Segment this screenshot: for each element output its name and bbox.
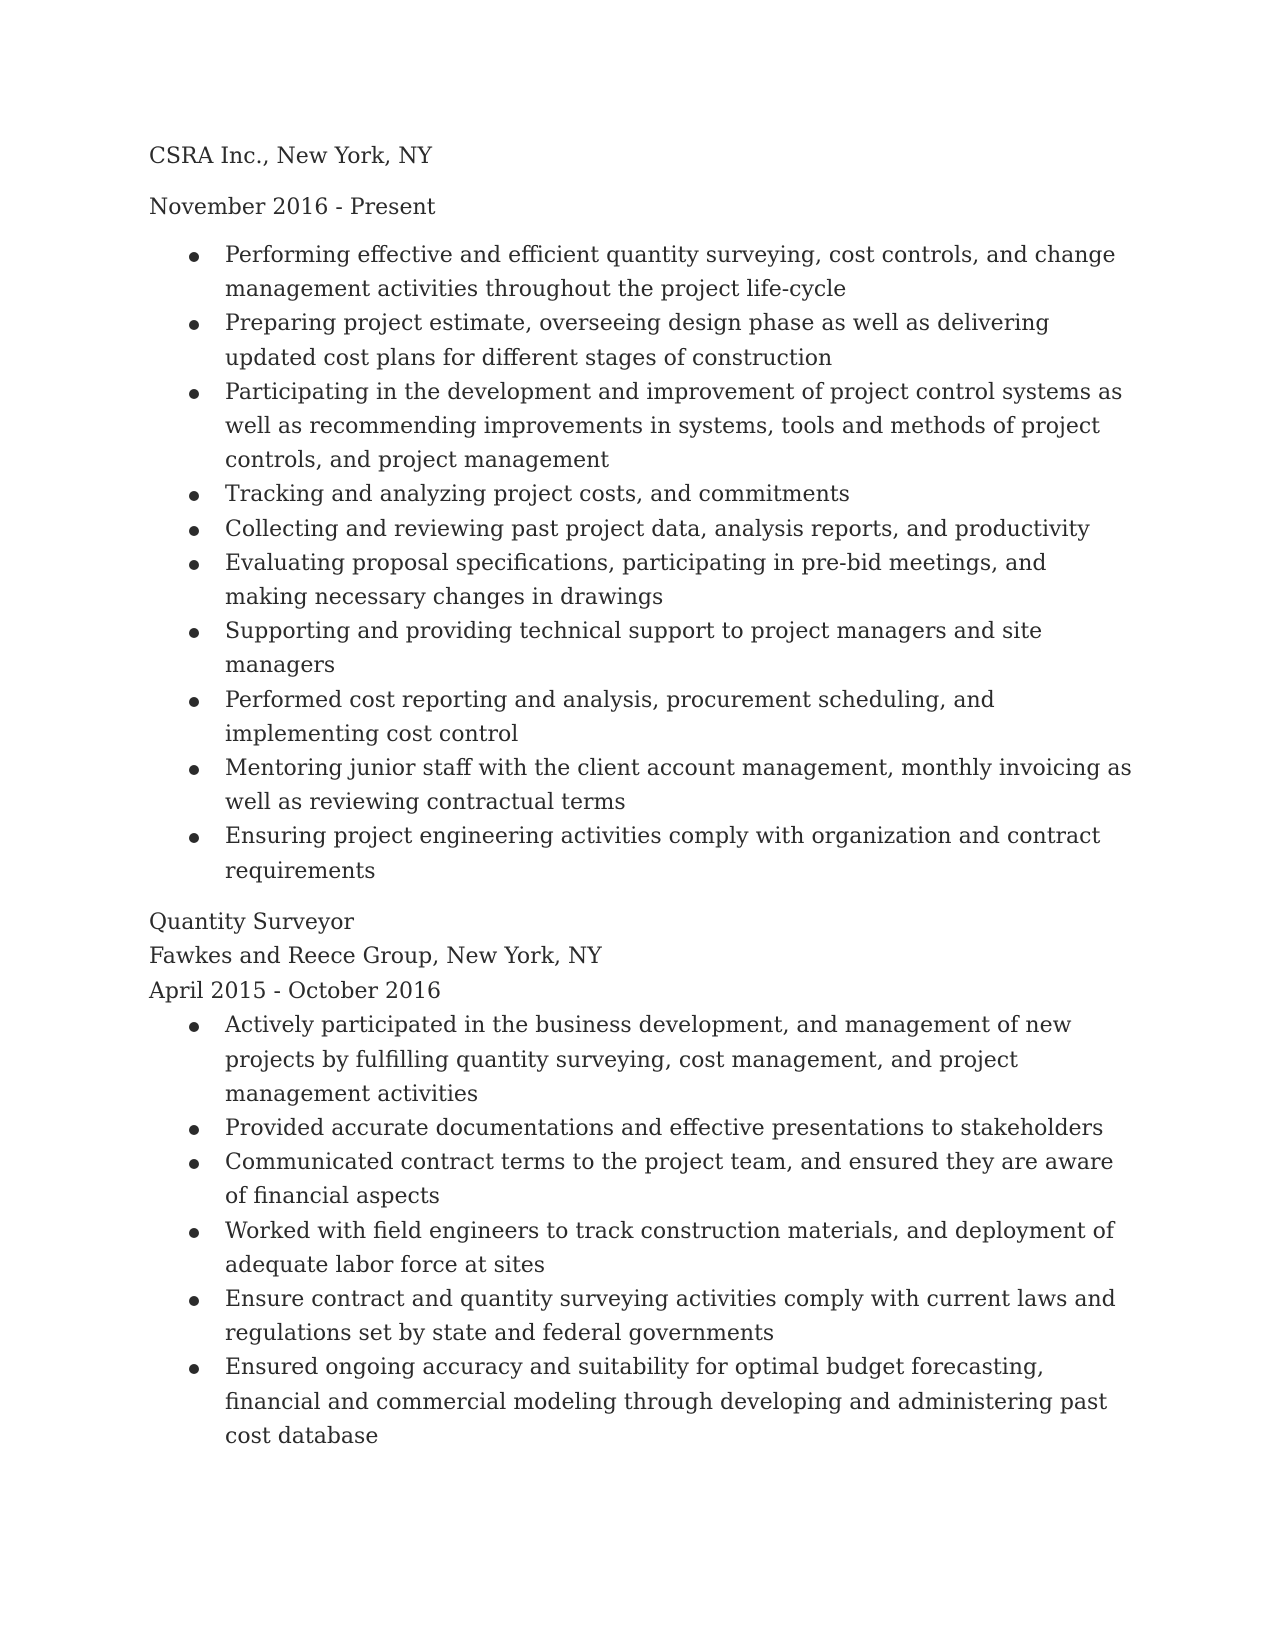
bullet-text: Collecting and reviewing past project data, analysis reports, and productivity — [225, 516, 1090, 542]
job-bullet-list — [149, 1009, 1134, 1454]
bullet-icon — [189, 526, 199, 536]
job-company: CSRA Inc., New York, NY — [149, 144, 433, 169]
bullet-item — [149, 1283, 1134, 1351]
bullet-text: Supporting and providing technical support to project managers and site managers — [225, 619, 1043, 679]
bullet-item — [149, 1351, 1134, 1454]
bullet-item — [149, 376, 1134, 479]
bullet-item — [149, 1112, 1134, 1146]
bullet-item — [149, 820, 1134, 888]
bullet-text: Communicated contract terms to the project team, and ensured they are aware of financial aspects — [225, 1150, 1114, 1210]
bullet-item — [149, 1215, 1134, 1283]
bullet-item — [149, 547, 1134, 615]
bullet-text: Performing effective and efficient quantity surveying, cost controls, and change management activities throughout the project life-cycle — [225, 243, 1116, 303]
bullet-item — [149, 1009, 1134, 1112]
bullet-icon — [189, 1159, 199, 1169]
bullet-text: Ensuring project engineering activities comply with organization and contract requirements — [225, 824, 1101, 884]
job-dates: April 2015 - October 2016 — [149, 978, 442, 1004]
job-bullet-list — [149, 239, 1134, 889]
bullet-text: Ensure contract and quantity surveying activities comply with current laws and regulations set by state and federal governments — [225, 1286, 1116, 1347]
bullet-item — [149, 752, 1134, 820]
bullet-item — [149, 239, 1134, 307]
bullet-text: Ensured ongoing accuracy and suitability for optimal budget forecasting, financial and commercial modeling through developing and administering past cost database — [225, 1355, 1108, 1449]
bullet-icon — [189, 1125, 199, 1135]
bullet-text: Performed cost reporting and analysis, procurement scheduling, and implementing cost control — [225, 687, 995, 747]
bullet-item — [149, 684, 1134, 752]
bullet-icon — [189, 697, 199, 707]
bullet-icon — [189, 560, 199, 570]
bullet-item — [149, 615, 1134, 683]
bullet-icon — [189, 765, 199, 775]
bullet-icon — [189, 833, 199, 843]
bullet-text: Worked with field engineers to track construction materials, and deployment of adequate labor force at sites — [225, 1218, 1115, 1278]
job-dates: November 2016 - Present — [149, 194, 436, 220]
bullet-icon — [189, 628, 199, 638]
bullet-text: Actively participated in the business development, and management of new projects by fulfilling quantity surveying, cost management, and project management activities — [225, 1013, 1072, 1107]
bullet-item — [149, 1146, 1134, 1214]
bullet-text: Tracking and analyzing project costs, and commitments — [225, 482, 850, 508]
bullet-item — [149, 513, 1134, 547]
bullet-text: Provided accurate documentations and effective presentations to stakeholders — [225, 1115, 1104, 1141]
job-company: Fawkes and Reece Group, New York, NY — [149, 944, 602, 970]
bullet-text: Participating in the development and improvement of project control systems as well as recommending improvements in systems, tools and methods of project controls, and project management — [225, 379, 1123, 474]
bullet-icon — [189, 1228, 199, 1238]
experience-section — [149, 140, 1134, 1454]
bullet-icon — [189, 320, 199, 330]
bullet-text: Preparing project estimate, overseeing design phase as well as delivering updated cost plans for different stages of construction — [225, 311, 1050, 371]
bullet-item — [149, 307, 1134, 375]
bullet-icon — [189, 1364, 199, 1374]
bullet-text: Mentoring junior staff with the client account management, monthly invoicing as well as reviewing contractual terms — [225, 756, 1132, 816]
bullet-icon — [189, 252, 199, 262]
bullet-item — [149, 478, 1134, 512]
job-title: Quantity Surveyor — [149, 909, 355, 935]
bullet-icon — [189, 389, 199, 399]
bullet-icon — [189, 1022, 199, 1032]
bullet-icon — [189, 1296, 199, 1306]
bullet-text: Evaluating proposal specifications, participating in pre-bid meetings, and making necessary changes in drawings — [225, 550, 1047, 611]
bullet-icon — [189, 491, 199, 501]
